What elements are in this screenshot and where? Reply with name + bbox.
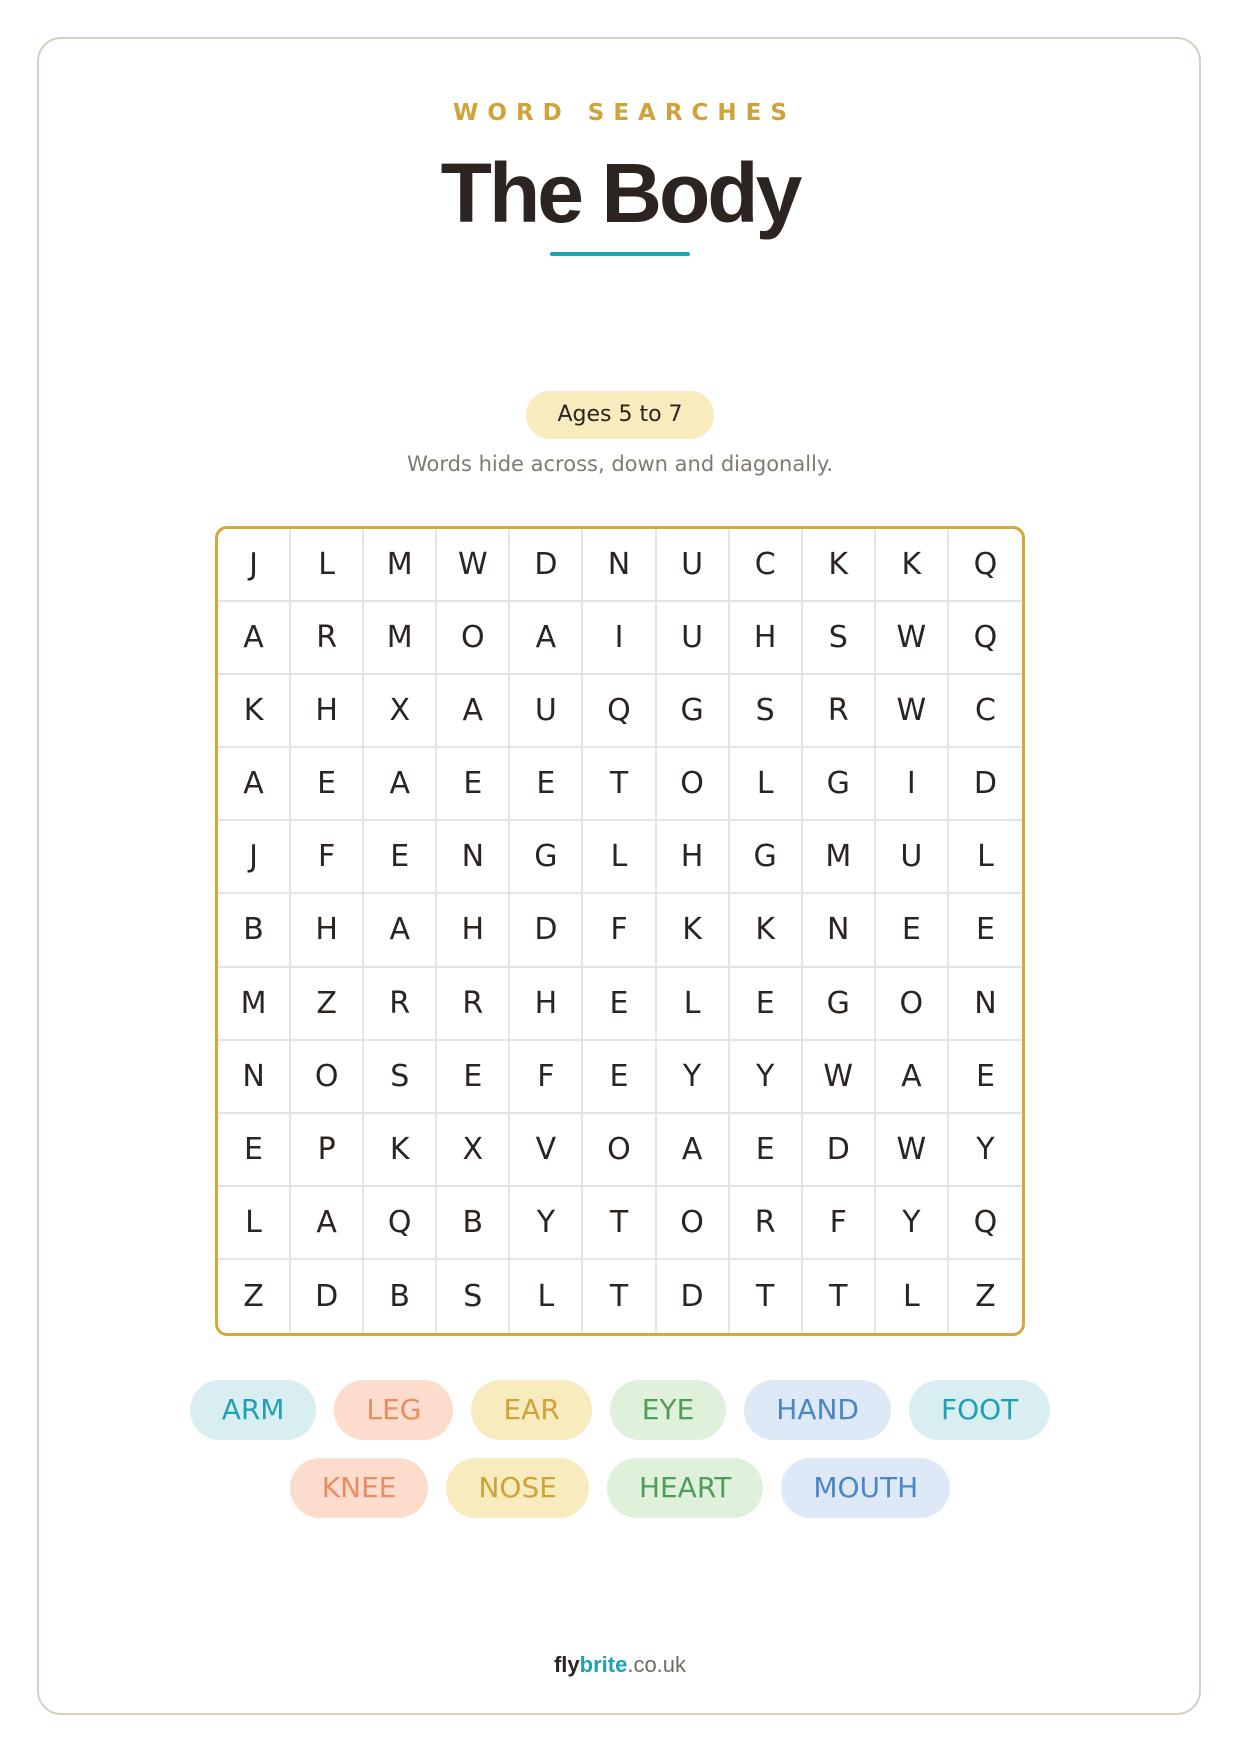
grid-cell[interactable]: Q (949, 1187, 1022, 1260)
word-list-row-1 (0, 1380, 1240, 1440)
grid-cell[interactable]: U (657, 529, 730, 602)
grid-cell[interactable]: A (510, 602, 583, 675)
word-chip-knee: KNEE (290, 1458, 429, 1518)
grid-cell[interactable]: R (291, 602, 364, 675)
grid-cell[interactable]: H (291, 894, 364, 967)
grid-cell[interactable]: E (730, 1114, 803, 1187)
grid-cell[interactable]: T (730, 1260, 803, 1333)
grid-cell[interactable]: C (730, 529, 803, 602)
grid-cell[interactable]: E (437, 748, 510, 821)
grid-cell[interactable]: E (949, 894, 1022, 967)
grid-cell[interactable]: E (583, 968, 656, 1041)
grid-cell[interactable]: L (657, 968, 730, 1041)
grid-cell[interactable]: W (803, 1041, 876, 1114)
grid-cell[interactable]: B (218, 894, 291, 967)
grid-cell[interactable]: E (876, 894, 949, 967)
grid-cell[interactable]: R (803, 675, 876, 748)
grid-cell[interactable]: Q (949, 529, 1022, 602)
grid-cell[interactable]: W (876, 602, 949, 675)
grid-cell[interactable]: H (657, 821, 730, 894)
word-chip-ear: EAR (471, 1380, 591, 1440)
grid-cell[interactable]: B (437, 1187, 510, 1260)
word-list-row-2 (0, 1458, 1240, 1518)
grid-cell[interactable]: N (583, 529, 656, 602)
grid-cell[interactable]: Y (730, 1041, 803, 1114)
grid-cell[interactable]: L (876, 1260, 949, 1333)
grid-cell[interactable]: W (437, 529, 510, 602)
word-chip-hand: HAND (744, 1380, 891, 1440)
grid-cell[interactable]: R (437, 968, 510, 1041)
grid-cell[interactable]: M (803, 821, 876, 894)
grid-cell[interactable]: Y (510, 1187, 583, 1260)
grid-cell[interactable]: Q (364, 1187, 437, 1260)
grid-cell[interactable]: E (364, 821, 437, 894)
grid-cell[interactable]: T (583, 748, 656, 821)
grid-cell[interactable]: L (949, 821, 1022, 894)
grid-cell[interactable]: R (364, 968, 437, 1041)
page-kicker: WORD SEARCHES (453, 100, 796, 126)
grid-cell[interactable]: K (876, 529, 949, 602)
grid-cell[interactable]: U (876, 821, 949, 894)
word-chip-mouth: MOUTH (781, 1458, 950, 1518)
title-underline (550, 252, 690, 256)
grid-cell[interactable]: A (876, 1041, 949, 1114)
grid-cell[interactable]: E (291, 748, 364, 821)
grid-cell[interactable]: K (657, 894, 730, 967)
grid-cell[interactable]: M (364, 529, 437, 602)
grid-cell[interactable]: E (510, 748, 583, 821)
grid-cell[interactable]: U (510, 675, 583, 748)
grid-cell[interactable]: E (730, 968, 803, 1041)
grid-cell[interactable]: L (583, 821, 656, 894)
grid-cell[interactable]: S (730, 675, 803, 748)
grid-cell[interactable]: N (218, 1041, 291, 1114)
grid-cell[interactable]: W (876, 1114, 949, 1187)
grid-cell[interactable]: M (218, 968, 291, 1041)
grid-cell[interactable]: Z (218, 1260, 291, 1333)
grid-cell[interactable]: Y (876, 1187, 949, 1260)
grid-cell[interactable]: G (510, 821, 583, 894)
grid-cell[interactable]: I (583, 602, 656, 675)
word-chip-nose: NOSE (446, 1458, 588, 1518)
grid-cell[interactable]: E (949, 1041, 1022, 1114)
grid-cell[interactable]: N (803, 894, 876, 967)
grid-cell[interactable]: S (803, 602, 876, 675)
word-chip-heart: HEART (607, 1458, 763, 1518)
grid-cell[interactable]: A (364, 748, 437, 821)
word-chip-foot: FOOT (909, 1380, 1050, 1440)
grid-cell[interactable]: E (583, 1041, 656, 1114)
grid-cell[interactable]: J (218, 821, 291, 894)
grid-cell[interactable]: P (291, 1114, 364, 1187)
grid-cell[interactable]: O (876, 968, 949, 1041)
grid-cell[interactable]: V (510, 1114, 583, 1187)
grid-cell[interactable]: M (364, 602, 437, 675)
brand-domain: .co.uk (627, 1652, 687, 1677)
brand-fly: fly (553, 1652, 580, 1677)
grid-cell[interactable]: U (657, 602, 730, 675)
grid-cell[interactable]: F (510, 1041, 583, 1114)
grid-cell[interactable]: O (291, 1041, 364, 1114)
grid-cell[interactable]: K (803, 529, 876, 602)
grid-cell[interactable]: A (218, 602, 291, 675)
grid-cell[interactable]: A (364, 894, 437, 967)
grid-cell[interactable]: S (364, 1041, 437, 1114)
grid-cell[interactable]: Y (657, 1041, 730, 1114)
grid-cell[interactable]: O (583, 1114, 656, 1187)
grid-cell[interactable]: D (949, 748, 1022, 821)
grid-cell[interactable]: A (291, 1187, 364, 1260)
grid-cell[interactable]: N (437, 821, 510, 894)
grid-cell[interactable]: D (510, 529, 583, 602)
grid-cell[interactable]: F (583, 894, 656, 967)
grid-cell[interactable]: T (583, 1260, 656, 1333)
grid-cell[interactable]: O (657, 1187, 730, 1260)
grid-cell[interactable]: S (437, 1260, 510, 1333)
grid-cell[interactable]: B (364, 1260, 437, 1333)
grid-cell[interactable]: K (730, 894, 803, 967)
grid-cell[interactable]: K (218, 675, 291, 748)
grid-cell[interactable]: Q (583, 675, 656, 748)
grid-cell[interactable]: N (949, 968, 1022, 1041)
word-search-grid (215, 526, 1025, 1336)
age-badge: Ages 5 to 7 (526, 391, 714, 439)
page-title: The Body (440, 146, 800, 240)
grid-cell[interactable]: D (291, 1260, 364, 1333)
grid-cell[interactable]: L (218, 1187, 291, 1260)
grid-cell[interactable]: L (730, 748, 803, 821)
grid-cell[interactable]: L (291, 529, 364, 602)
grid-cell[interactable]: D (510, 894, 583, 967)
grid-cell[interactable]: K (364, 1114, 437, 1187)
brand-brite: brite (579, 1652, 628, 1677)
instructions-text: Words hide across, down and diagonally. (406, 452, 834, 476)
grid-cell[interactable]: G (730, 821, 803, 894)
word-chip-eye: EYE (610, 1380, 727, 1440)
grid-cell[interactable]: E (218, 1114, 291, 1187)
grid-cell[interactable]: G (657, 675, 730, 748)
grid-cell[interactable]: O (657, 748, 730, 821)
grid-cell[interactable]: T (803, 1260, 876, 1333)
word-chip-leg: LEG (334, 1380, 453, 1440)
grid-cell[interactable]: H (510, 968, 583, 1041)
grid-cell[interactable]: Y (949, 1114, 1022, 1187)
grid-cell[interactable]: T (583, 1187, 656, 1260)
grid-cell[interactable]: E (437, 1041, 510, 1114)
grid-cell[interactable]: F (803, 1187, 876, 1260)
grid-cell[interactable]: Z (975, 1278, 996, 1314)
grid-cell[interactable]: J (218, 529, 291, 602)
grid-cell[interactable]: A (218, 748, 291, 821)
grid-cell[interactable]: G (803, 748, 876, 821)
grid-cell[interactable]: F (291, 821, 364, 894)
grid-cell[interactable]: H (291, 675, 364, 748)
grid-cell[interactable]: I (876, 748, 949, 821)
grid-cell[interactable]: W (876, 675, 949, 748)
grid-cell[interactable]: C (949, 675, 1022, 748)
grid-cell[interactable]: A (657, 1114, 730, 1187)
grid-cell[interactable]: D (803, 1114, 876, 1187)
grid-cell[interactable]: D (657, 1260, 730, 1333)
grid-cell[interactable]: H (730, 602, 803, 675)
footer-brand (0, 1652, 1240, 1678)
grid-cell[interactable]: O (437, 602, 510, 675)
grid-cell[interactable]: Z (291, 968, 364, 1041)
word-chip-arm: ARM (190, 1380, 317, 1440)
grid-cell[interactable]: X (364, 675, 437, 748)
grid-cell[interactable]: R (730, 1187, 803, 1260)
grid-cell[interactable]: Q (949, 602, 1022, 675)
grid-cell[interactable]: L (510, 1260, 583, 1333)
grid-cell[interactable]: X (437, 1114, 510, 1187)
grid-cell[interactable]: A (437, 675, 510, 748)
grid-cell[interactable]: H (437, 894, 510, 967)
grid-cell[interactable]: G (803, 968, 876, 1041)
